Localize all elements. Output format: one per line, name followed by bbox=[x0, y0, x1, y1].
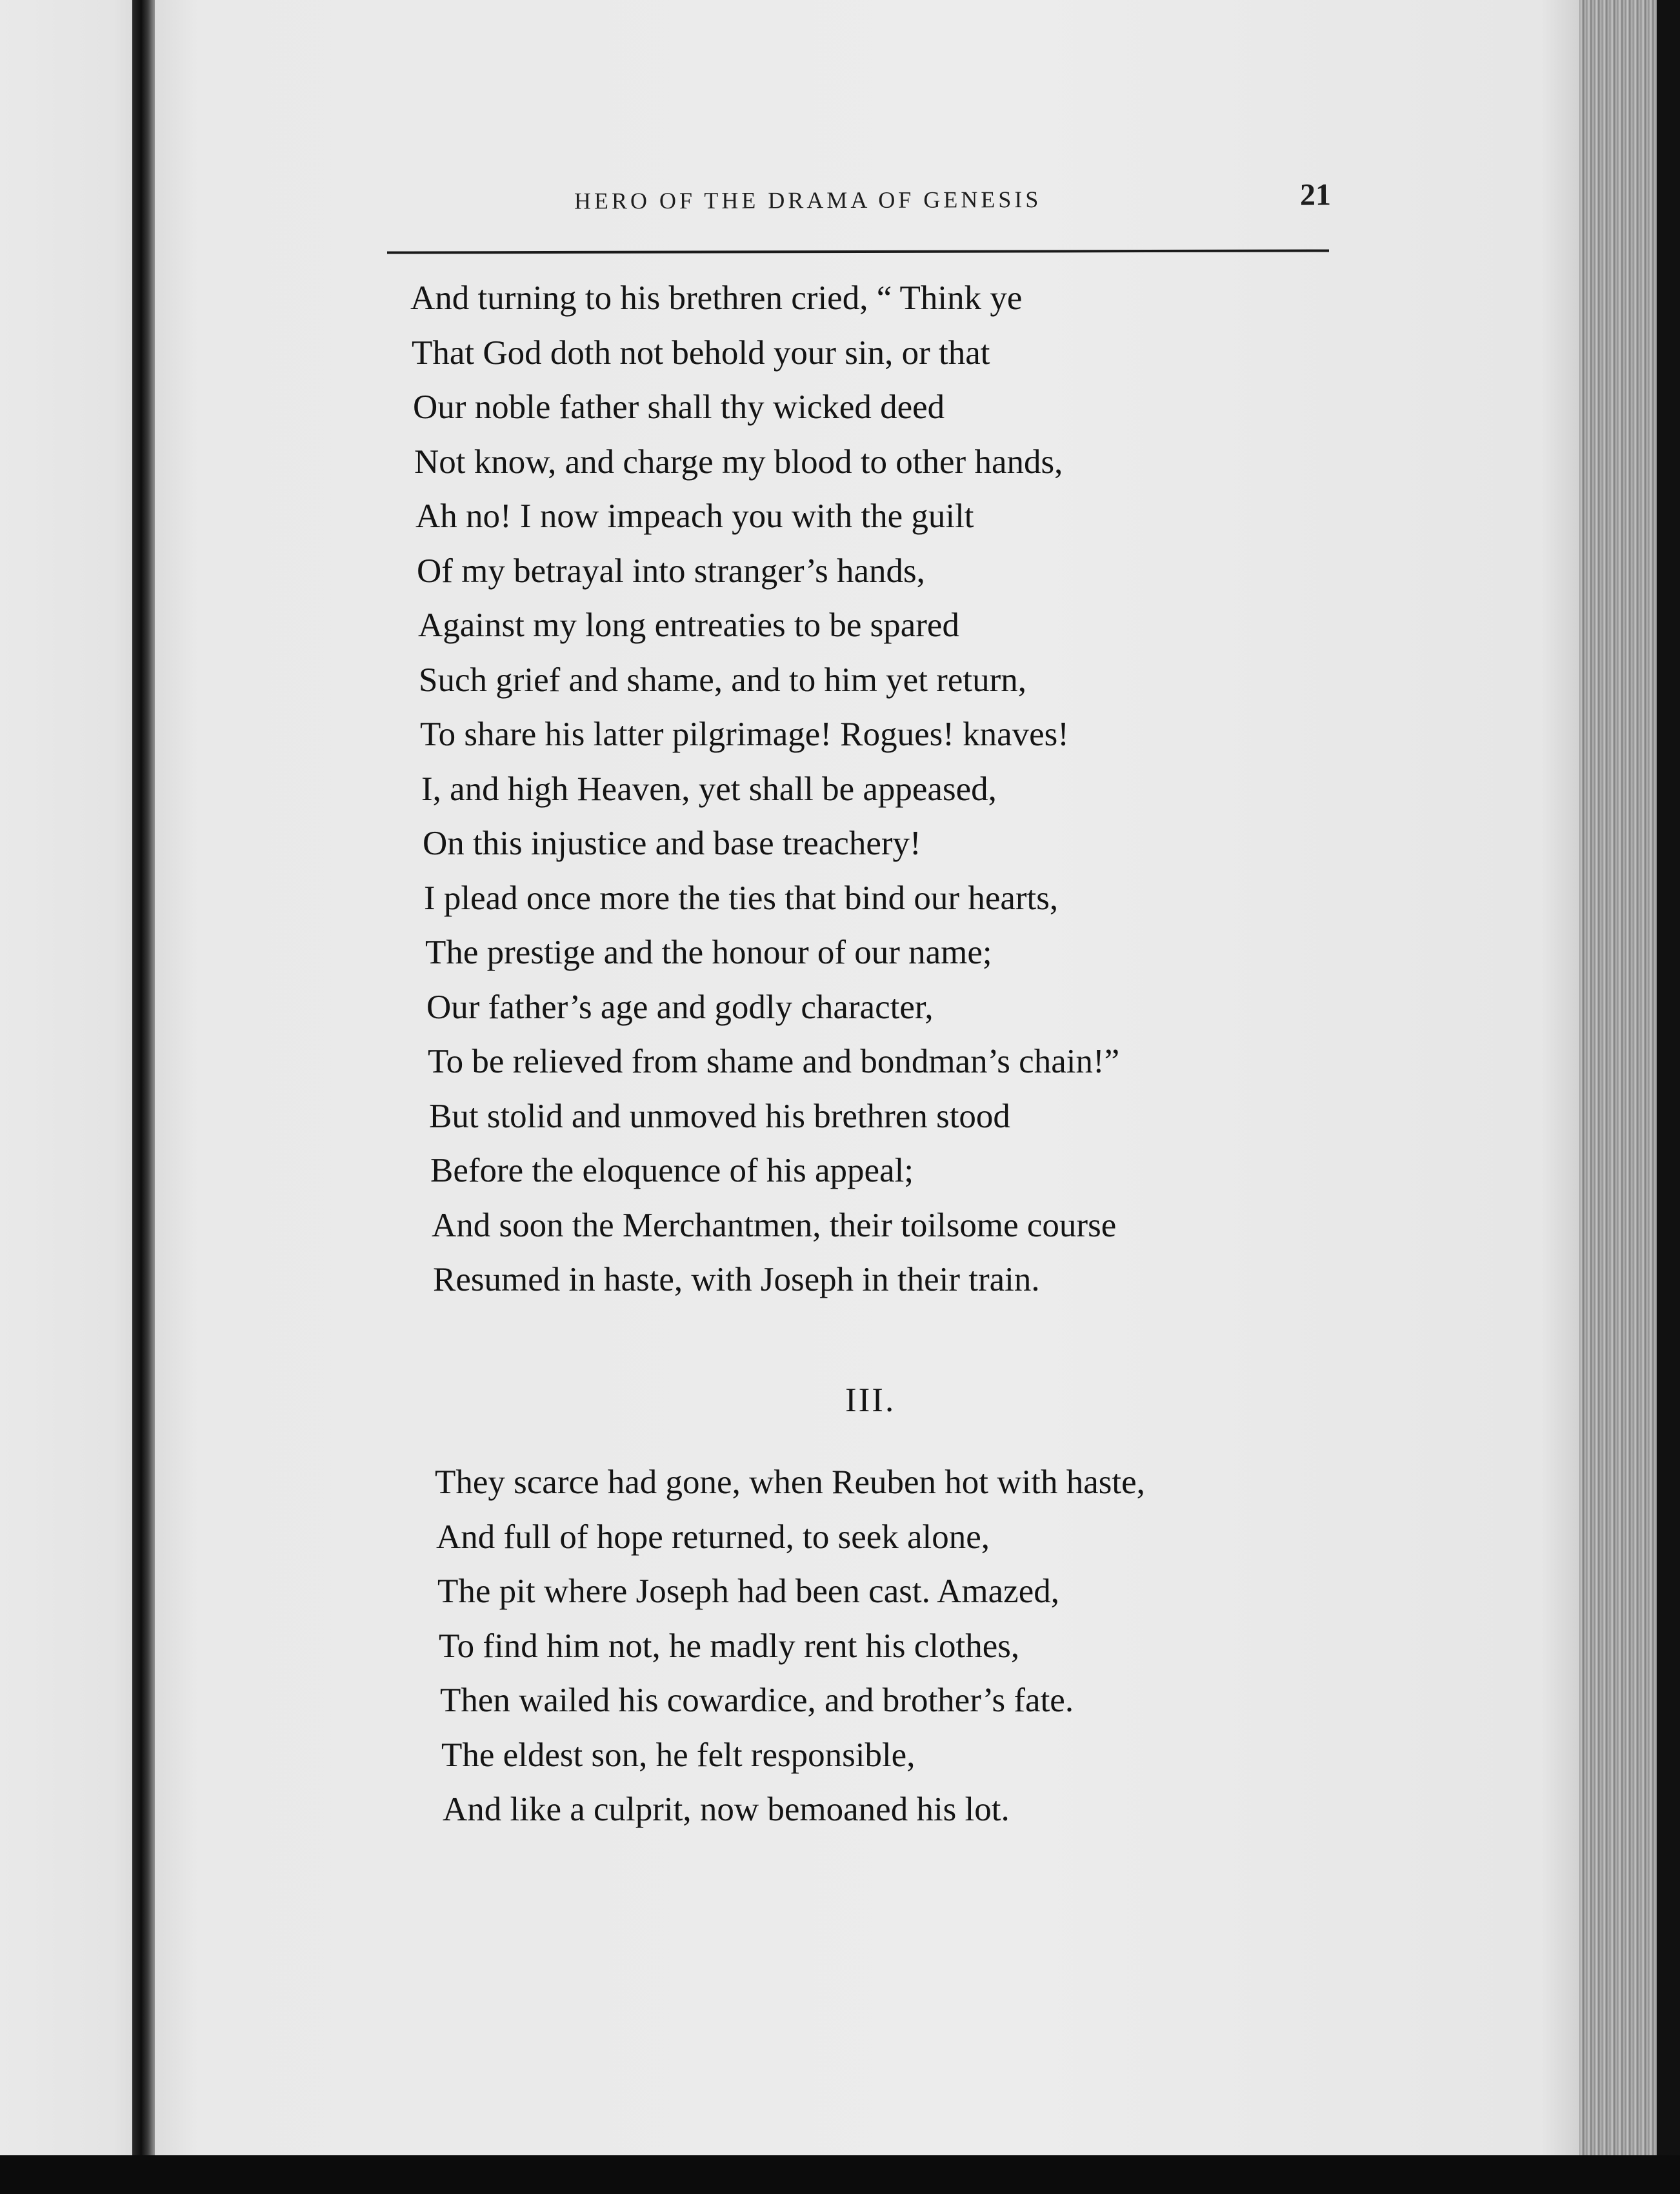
stanza-two bbox=[435, 1455, 1374, 1837]
verse-line: They scarce had gone, when Reuben hot with haste, bbox=[435, 1464, 1145, 1501]
verse-line: Against my long entreaties to be spared bbox=[418, 607, 959, 644]
verse-line: I, and high Heaven, yet shall be appeased, bbox=[421, 770, 997, 808]
verse-line: Not know, and charge my blood to other hands, bbox=[414, 443, 1063, 481]
verse-line: But stolid and unmoved his brethren stood bbox=[429, 1097, 1010, 1135]
verse-line: And soon the Merchantmen, their toilsome course bbox=[432, 1206, 1117, 1244]
verse-line: The eldest son, he felt responsible, bbox=[441, 1736, 915, 1774]
scan-border-right bbox=[1657, 0, 1680, 2194]
verse-line: Such grief and shame, and to him yet return, bbox=[419, 661, 1026, 699]
verse-line: I plead once more the ties that bind our hearts, bbox=[424, 879, 1059, 917]
verse-line: To find him not, he madly rent his clothes, bbox=[439, 1627, 1020, 1665]
verse-line: Our noble father shall thy wicked deed bbox=[413, 388, 945, 426]
verse-line: The prestige and the honour of our name; bbox=[425, 934, 992, 971]
verse-line: To be relieved from shame and bondman’s chain!” bbox=[428, 1043, 1120, 1080]
verse-line: To share his latter pilgrimage! Rogues! knaves! bbox=[420, 716, 1069, 753]
scan-border-bottom bbox=[0, 2155, 1680, 2194]
verse-line: That God doth not behold your sin, or that bbox=[412, 334, 990, 372]
running-header bbox=[387, 177, 1332, 223]
verse-line: And turning to his brethren cried, “ Think ye bbox=[410, 279, 1023, 317]
page-number: 21 bbox=[1299, 177, 1332, 212]
running-title: HERO OF THE DRAMA OF GENESIS bbox=[574, 186, 1042, 214]
verse-line: On this injustice and base treachery! bbox=[423, 825, 921, 862]
verse-line: Then wailed his cowardice, and brother’s fate. bbox=[440, 1682, 1074, 1719]
facing-page-edge bbox=[0, 0, 142, 2155]
verse-line: Ah no! I now impeach you with the guilt bbox=[415, 498, 974, 535]
book-gutter bbox=[132, 0, 158, 2194]
verse-line: Our father’s age and godly character, bbox=[426, 988, 934, 1026]
stanza-one bbox=[410, 271, 1348, 1307]
verse-line: And like a culprit, now bemoaned his lot. bbox=[443, 1791, 1010, 1828]
verse-line: The pit where Joseph had been cast. Amazed, bbox=[437, 1573, 1059, 1610]
verse-line: And full of hope returned, to seek alone, bbox=[436, 1518, 990, 1556]
page-fore-edge bbox=[1579, 0, 1657, 2194]
section-heading: III. bbox=[845, 1382, 896, 1419]
verse-line: Before the eloquence of his appeal; bbox=[430, 1152, 914, 1189]
verse-line: Resumed in haste, with Joseph in their train. bbox=[433, 1261, 1040, 1298]
verse-line: Of my betrayal into stranger’s hands, bbox=[417, 552, 925, 590]
